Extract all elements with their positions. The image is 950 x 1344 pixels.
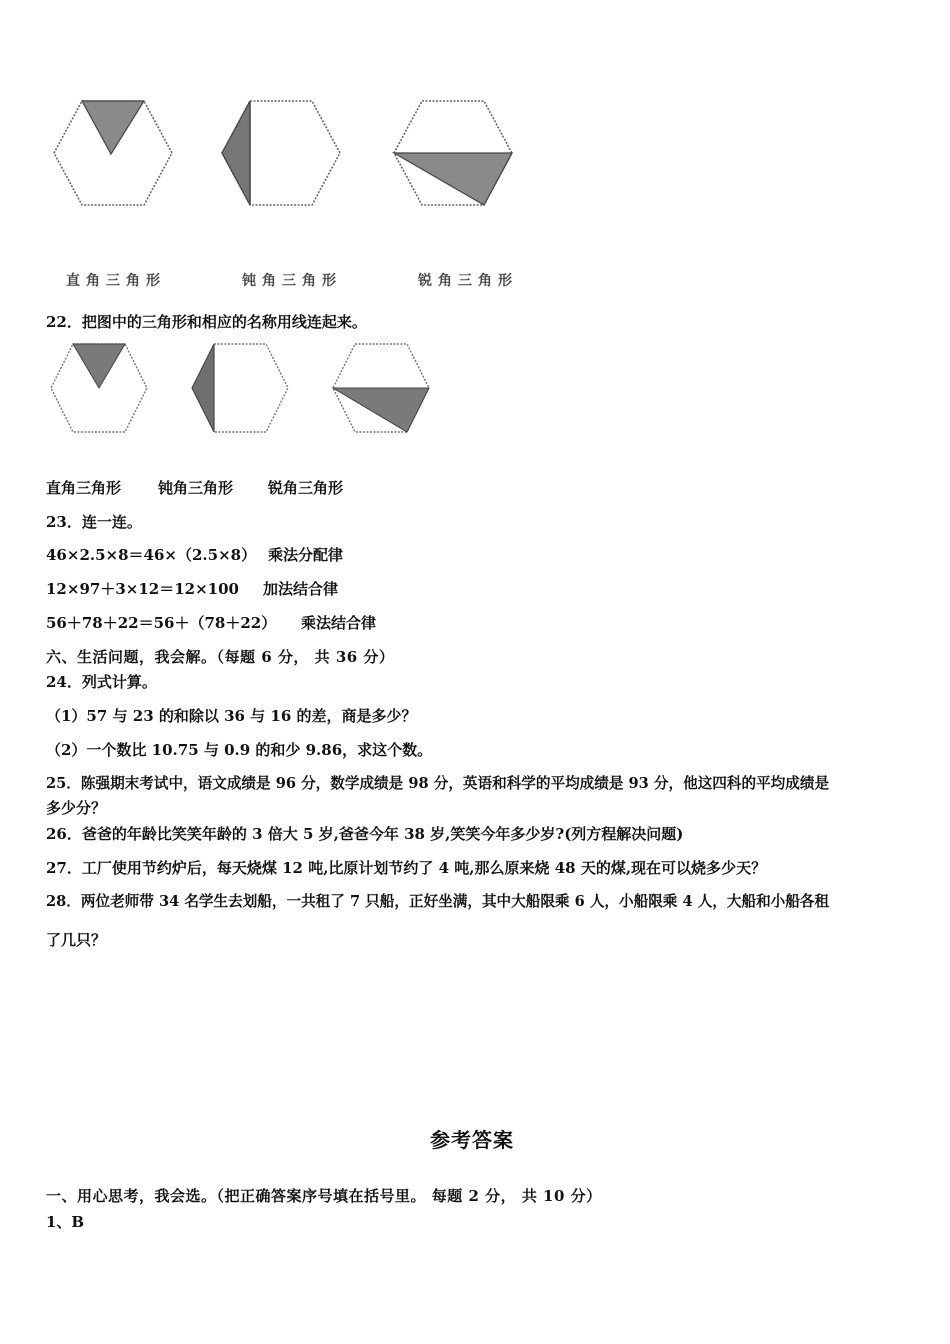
q23-expr-1: 46×2.5×8＝46×（2.5×8） [46,546,257,564]
answers-title: 参考答案 [430,1128,514,1152]
q25-line2: 多少分？ [46,799,107,817]
top-hexagon-figure-2 [216,96,346,211]
q22-hexagon-figure-3 [328,340,434,436]
top-label-right-triangle: 直角三角形 [66,273,166,289]
acute-triangle-shape [333,388,429,432]
right-triangle-shape [82,101,144,154]
q24-prompt: 24．列式计算。 [46,673,157,691]
top-hexagon-figure-1 [48,96,178,211]
obtuse-triangle-shape [222,101,250,205]
q27: 27．工厂使用节约炉后，每天烧煤 12 吨,比原计划节约了 4 吨,那么原来烧 48 天的煤,现在可以烧多少天？ [46,859,767,877]
q24-sub1: （1）57 与 23 的和除以 36 与 16 的差，商是多少？ [46,707,417,725]
q23-prompt: 23．连一连。 [46,513,142,531]
top-label-obtuse-triangle: 钝角三角形 [242,273,342,289]
q26: 26．爸爸的年龄比笑笑年龄的 3 倍大 5 岁,爸爸今年 38 岁,笑笑今年多少岁?(列方程解决问题) [46,825,684,843]
q22-prompt: 22．把图中的三角形和相应的名称用线连起来。 [46,313,367,331]
q23-expr-3: 56＋78＋22＝56＋（78＋22） [46,614,277,632]
q22-label-obtuse-triangle: 钝角三角形 [158,479,234,497]
answers-section-1-heading: 一、用心思考，我会选。（把正确答案序号填在括号里。 每题 2 分， 共 10 分） [46,1187,602,1205]
answer-1: 1、B [46,1213,85,1231]
q28-line1: 28．两位老师带 34 名学生去划船，一共租了 7 只船，正好坐满，其中大船限乘 6 人，小船限乘 4 人，大船和小船各租 [46,893,830,910]
q22-label-acute-triangle: 锐角三角形 [268,479,344,497]
top-hexagon-figure-3 [388,96,518,211]
q23-expr-2: 12×97＋3×12＝12×100 [46,580,239,598]
top-label-acute-triangle: 锐角三角形 [418,273,518,289]
q24-sub2: （2）一个数比 10.75 与 0.9 的和少 9.86，求这个数。 [46,741,433,759]
q28-line2: 了几只？ [46,931,107,949]
acute-triangle-shape [394,153,512,205]
q23-law-2: 加法结合律 [263,580,339,598]
q25-line1: 25．陈强期末考试中，语文成绩是 96 分，数学成绩是 98 分，英语和科学的平均成绩是 93 分，他这四科的平均成绩是 [46,775,830,792]
right-triangle-shape [73,344,125,388]
q22-hexagon-figure-1 [46,340,152,436]
section-6-heading: 六、生活问题，我会解。（每题 6 分， 共 36 分） [46,648,395,666]
q23-law-1: 乘法分配律 [268,546,344,564]
q22-hexagon-figure-2 [187,340,293,436]
q22-label-right-triangle: 直角三角形 [46,479,122,497]
obtuse-triangle-shape [192,344,214,432]
q23-law-3: 乘法结合律 [301,614,377,632]
